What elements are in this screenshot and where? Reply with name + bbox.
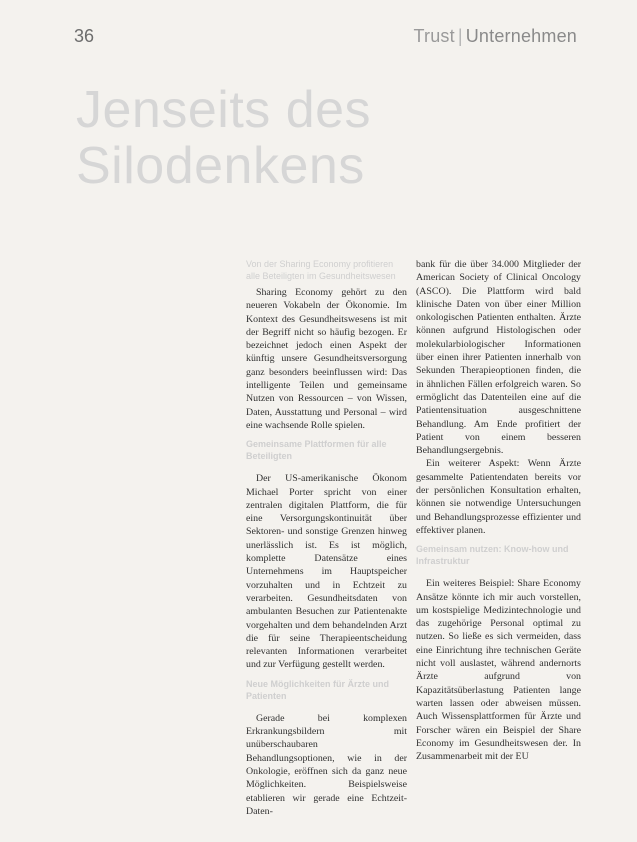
column-middle (246, 258, 407, 818)
paragraph: bank für die über 34.000 Mitglieder der American Society of Clinical Oncology (ASCO). Die Plattform wird bald klinische Daten von über einer Million onkologischen Patienten enthalten. Ärzte können aufgrund Histologischen oder molekularbiologischer Informationen über einen ihrer Patienten innerhalb von Sekunden Therapieoptionen finden, die in ähnlichen Fällen erfolgreich waren. So ermöglicht das Datenteilen eine auf die Patientensituation ausgeschnittene Behandlung. Am Ende profitiert der Patient von einem besseren Behandlungsergebnis. (416, 259, 581, 457)
column-intro: Von der Sharing Economy profitieren alle Beteiligten im Gesundheitswesen (246, 259, 396, 281)
subheading: Gemeinsame Plattformen für alle Beteiligten (246, 439, 387, 462)
title-line-1: Jenseits des (76, 81, 372, 139)
subheading: Neue Möglichkeiten für Ärzte und Patienten (246, 678, 390, 701)
paragraph: Ein weiteres Beispiel: Share Economy Ansätze könnte ich mir auch vorstellen, um kostspielige Medizintechnologie und das zugehörige Personal optimal zu nutzen. So ließe es sich vermeiden, dass eine Einrichtung ihre technischen Geräte nicht voll auslastet, während andernorts Ärzte aufgrund von Kapazitätsüberlastung Patienten lange warten lassen oder abweisen müssen. Auch Wissensplattformen für Ärzte und Forscher wären ein Beispiel der Share Economy im Gesundheitswesen der. In Zusammenarbeit mit der EU (416, 578, 581, 763)
subheading: Gemeinsam nutzen: Know-how und Infrastruktur (416, 544, 569, 567)
paragraph: Ein weiterer Aspekt: Wenn Ärzte gesammelte Patientendaten bereits vor der persönlichen Konsultation erhalten, können sie notwendige Untersuchungen und Behandlungsprozesse effizienter und effektiver planen. (416, 458, 581, 536)
title-line-2: Silodenkens (76, 137, 365, 195)
paragraph: Der US-amerikanische Ökonom Michael Porter spricht von einer zentralen digitalen Plattform, die für eine Versorgungskontinuität über Sektoren- und sonstige Grenzen hinweg unerlässlich ist. Es ist möglich, komplette Datensätze eines Unternehmens im Hauptspeicher vorzuhalten und in Echtzeit zu verarbeiten. Gesundheitsdaten von ambulanten Besuchen zur Patientenakte vorgehalten und dem behandelnden Arzt die für seine Therapieentscheidung relevanten Informationen verarbeitet und zur Verfügung gestellt werden. (246, 473, 407, 671)
lead-text (76, 238, 226, 568)
paragraph: Sharing Economy gehört zu den neueren Vokabeln der Ökonomie. Im Kontext des Gesundheitswesens ist mit der Begriff nicht so häufig bezogen. Er bezeichnet jedoch einen Aspekt der künftig unsere Gesundheitsversorgung ganz besonders beeinflussen wird: Das intelligente Teilen und gemeinsame Nutzen von Ressourcen – von Wissen, Daten, Ausstattung und Personal – wird eine wachsende Rolle spielen. (246, 287, 407, 431)
paragraph: Gerade bei komplexen Erkrankungsbildern mit unüberschaubaren Behandlungsoptionen, wie in der Onkologie, eröffnen sich da ganz neue Möglichkeiten. Beispielsweise etablieren wir gerade eine Echtzeit-Daten- (246, 712, 407, 817)
lead-placeholder (76, 238, 226, 568)
section-header (414, 26, 578, 47)
column-right (416, 258, 581, 763)
section-main: Trust (413, 26, 455, 46)
page-number: 36 (74, 26, 95, 46)
article-title (76, 82, 371, 194)
section-sub: Unternehmen (465, 26, 577, 46)
section-separator: | (457, 26, 463, 46)
